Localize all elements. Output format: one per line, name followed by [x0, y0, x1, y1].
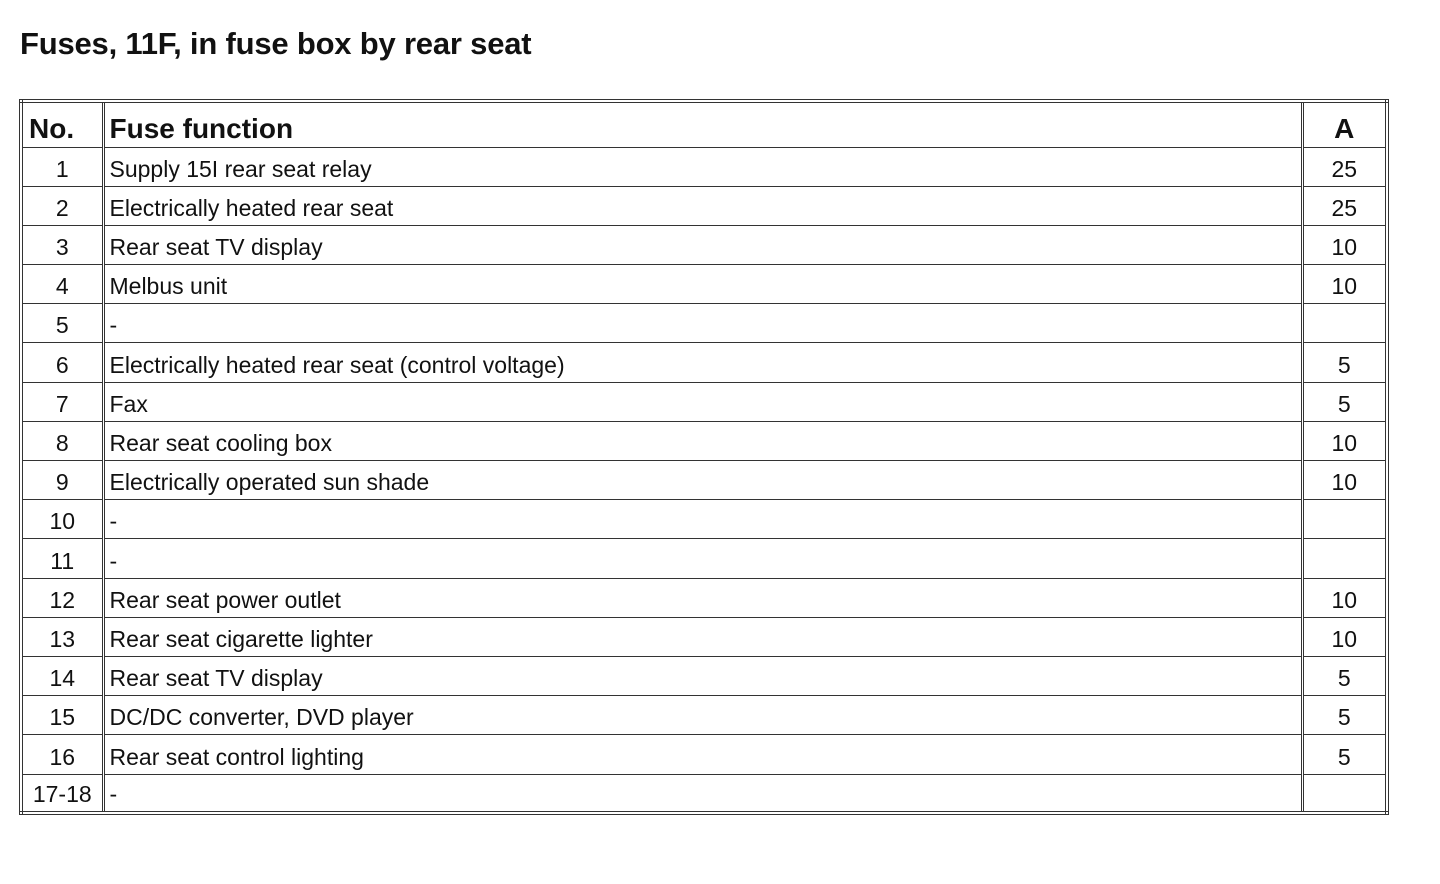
fuse-function-cell: Melbus unit — [103, 265, 1302, 304]
table-row — [21, 186, 1387, 225]
fuse-number-cell: 15 — [21, 696, 103, 735]
fuse-function-cell: Rear seat power outlet — [103, 578, 1302, 617]
fuse-amperage-cell — [1302, 539, 1387, 578]
fuse-function-cell: Rear seat control lighting — [103, 735, 1302, 774]
header-no: No. — [21, 101, 103, 147]
fuse-number-cell: 11 — [21, 539, 103, 578]
fuse-function-cell: - — [103, 304, 1302, 343]
fuse-amperage-cell: 10 — [1302, 461, 1387, 500]
table-row — [21, 735, 1387, 774]
fuse-function-cell: - — [103, 774, 1302, 813]
table-row — [21, 774, 1387, 813]
table-row — [21, 461, 1387, 500]
fuse-table-header — [21, 101, 1387, 147]
fuse-function-cell: - — [103, 539, 1302, 578]
fuse-amperage-cell: 5 — [1302, 343, 1387, 382]
fuse-amperage-cell: 10 — [1302, 578, 1387, 617]
fuse-amperage-cell: 10 — [1302, 225, 1387, 264]
fuse-number-cell: 7 — [21, 382, 103, 421]
fuse-function-cell: - — [103, 500, 1302, 539]
fuse-amperage-cell: 10 — [1302, 421, 1387, 460]
fuse-table — [19, 99, 1389, 815]
table-row — [21, 304, 1387, 343]
table-row — [21, 382, 1387, 421]
fuse-amperage-cell: 5 — [1302, 656, 1387, 695]
fuse-function-cell: Supply 15I rear seat relay — [103, 147, 1302, 186]
table-row — [21, 578, 1387, 617]
header-row — [21, 101, 1387, 147]
fuse-amperage-cell: 5 — [1302, 696, 1387, 735]
fuse-number-cell: 1 — [21, 147, 103, 186]
fuse-function-cell: Rear seat TV display — [103, 225, 1302, 264]
table-row — [21, 225, 1387, 264]
fuse-function-cell: DC/DC converter, DVD player — [103, 696, 1302, 735]
fuse-function-cell: Fax — [103, 382, 1302, 421]
document-title: Fuses, 11F, in fuse box by rear seat — [20, 26, 532, 61]
fuse-number-cell: 2 — [21, 186, 103, 225]
fuse-number-cell: 9 — [21, 461, 103, 500]
fuse-amperage-cell — [1302, 500, 1387, 539]
fuse-amperage-cell: 10 — [1302, 617, 1387, 656]
fuse-function-cell: Electrically operated sun shade — [103, 461, 1302, 500]
table-row — [21, 147, 1387, 186]
table-row — [21, 539, 1387, 578]
fuse-amperage-cell: 10 — [1302, 265, 1387, 304]
fuse-amperage-cell — [1302, 774, 1387, 813]
table-row — [21, 696, 1387, 735]
fuse-number-cell: 12 — [21, 578, 103, 617]
fuse-number-cell: 17-18 — [21, 774, 103, 813]
fuse-number-cell: 4 — [21, 265, 103, 304]
fuse-amperage-cell — [1302, 304, 1387, 343]
fuse-function-cell: Electrically heated rear seat — [103, 186, 1302, 225]
fuse-function-cell: Rear seat TV display — [103, 656, 1302, 695]
fuse-table-body — [21, 147, 1387, 813]
fuse-amperage-cell: 25 — [1302, 147, 1387, 186]
table-row — [21, 265, 1387, 304]
fuse-number-cell: 13 — [21, 617, 103, 656]
fuse-amperage-cell: 5 — [1302, 382, 1387, 421]
header-amps: A — [1302, 101, 1387, 147]
fuse-number-cell: 10 — [21, 500, 103, 539]
fuse-number-cell: 8 — [21, 421, 103, 460]
table-row — [21, 617, 1387, 656]
fuse-number-cell: 3 — [21, 225, 103, 264]
fuse-number-cell: 14 — [21, 656, 103, 695]
fuse-number-cell: 6 — [21, 343, 103, 382]
table-row — [21, 421, 1387, 460]
fuse-number-cell: 5 — [21, 304, 103, 343]
table-row — [21, 500, 1387, 539]
fuse-number-cell: 16 — [21, 735, 103, 774]
fuse-function-cell: Rear seat cooling box — [103, 421, 1302, 460]
fuse-amperage-cell: 25 — [1302, 186, 1387, 225]
table-row — [21, 656, 1387, 695]
header-fuse-function: Fuse function — [103, 101, 1302, 147]
fuse-function-cell: Electrically heated rear seat (control voltage) — [103, 343, 1302, 382]
fuse-function-cell: Rear seat cigarette lighter — [103, 617, 1302, 656]
fuse-amperage-cell: 5 — [1302, 735, 1387, 774]
table-row — [21, 343, 1387, 382]
